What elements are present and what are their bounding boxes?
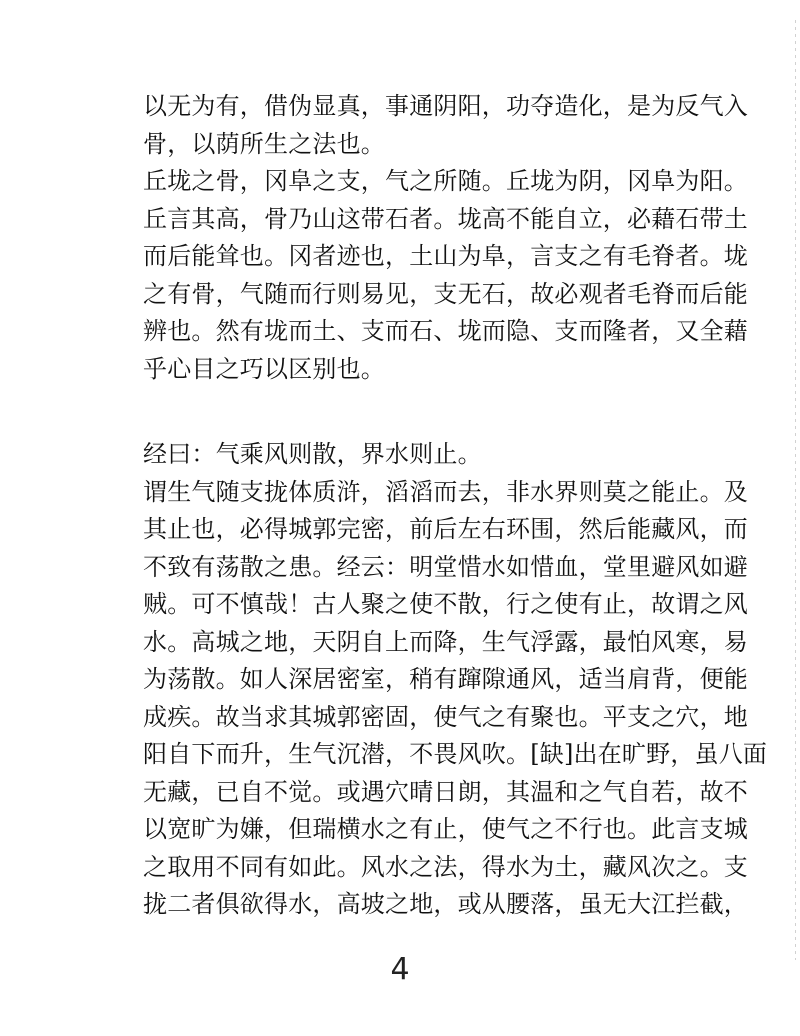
scan-edge-line [795,20,796,960]
text-line: 阳自下而升，生气沉潜，不畏风吹。[缺]出在旷野，虽八面 [143,740,768,768]
text-line: 丘垅之骨，冈阜之支，气之所随。丘垅为阴，冈阜为阳。 [143,167,748,195]
text-line: 辨也。然有垅而土、支而石、垅而隐、支而隆者，又全藉 [143,317,748,345]
text-block-2 [143,436,768,924]
text-line: 之有骨，气随而行则易见，支无石，故必观者毛脊而后能 [143,279,748,308]
text-line: 拢二者俱欲得水，高坡之地，或从腰落，虽无大江拦截， [143,890,748,918]
text-line: 以无为有，借伪显真，事通阴阳，功夺造化，是为反气入 [143,92,748,120]
text-line: 丘言其高，骨乃山这带石者。垅高不能自立，必藉石带土 [143,204,748,233]
text-line: 为荡散。如人深居密室，稍有蹿隙通风，适当肩背，便能 [143,665,748,693]
text-line: 无藏，已自不觉。或遇穴晴日朗，其温和之气自若，故不 [143,777,748,806]
text-line: 水。高城之地，天阴自上而降，生气浮露，最怕风寒，易 [143,627,748,656]
text-line: 经曰：气乘风则散，界水则止。 [143,440,482,468]
text-line: 而后能耸也。冈者迹也，土山为阜，言支之有毛脊者。垅 [143,242,748,270]
text-line: 贼。可不慎哉！古人聚之使不散，行之使有止，故谓之风 [143,590,748,618]
text-line: 谓生气随支拢体质浒，滔滔而去，非水界则莫之能止。及 [143,477,748,506]
text-line: 之取用不同有如此。风水之法，得水为土，藏风次之。支 [143,852,748,881]
text-line: 不致有荡散之患。经云：明堂惜水如惜血，堂里避风如避 [143,552,748,581]
text-line: 成疾。故当求其城郭密固，使气之有聚也。平支之穴，地 [143,702,748,731]
text-line: 骨，以荫所生之法也。 [143,129,385,158]
text-line: 乎心目之巧以区别也。 [143,354,385,383]
text-line: 其止也，必得城郭完密，前后左右环围，然后能藏风，而 [143,515,748,543]
page-number: 4 [390,952,410,987]
text-line: 以宽旷为嫌，但瑞横水之有止，使气之不行也。此言支城 [143,815,748,843]
text-block-1 [143,88,748,388]
